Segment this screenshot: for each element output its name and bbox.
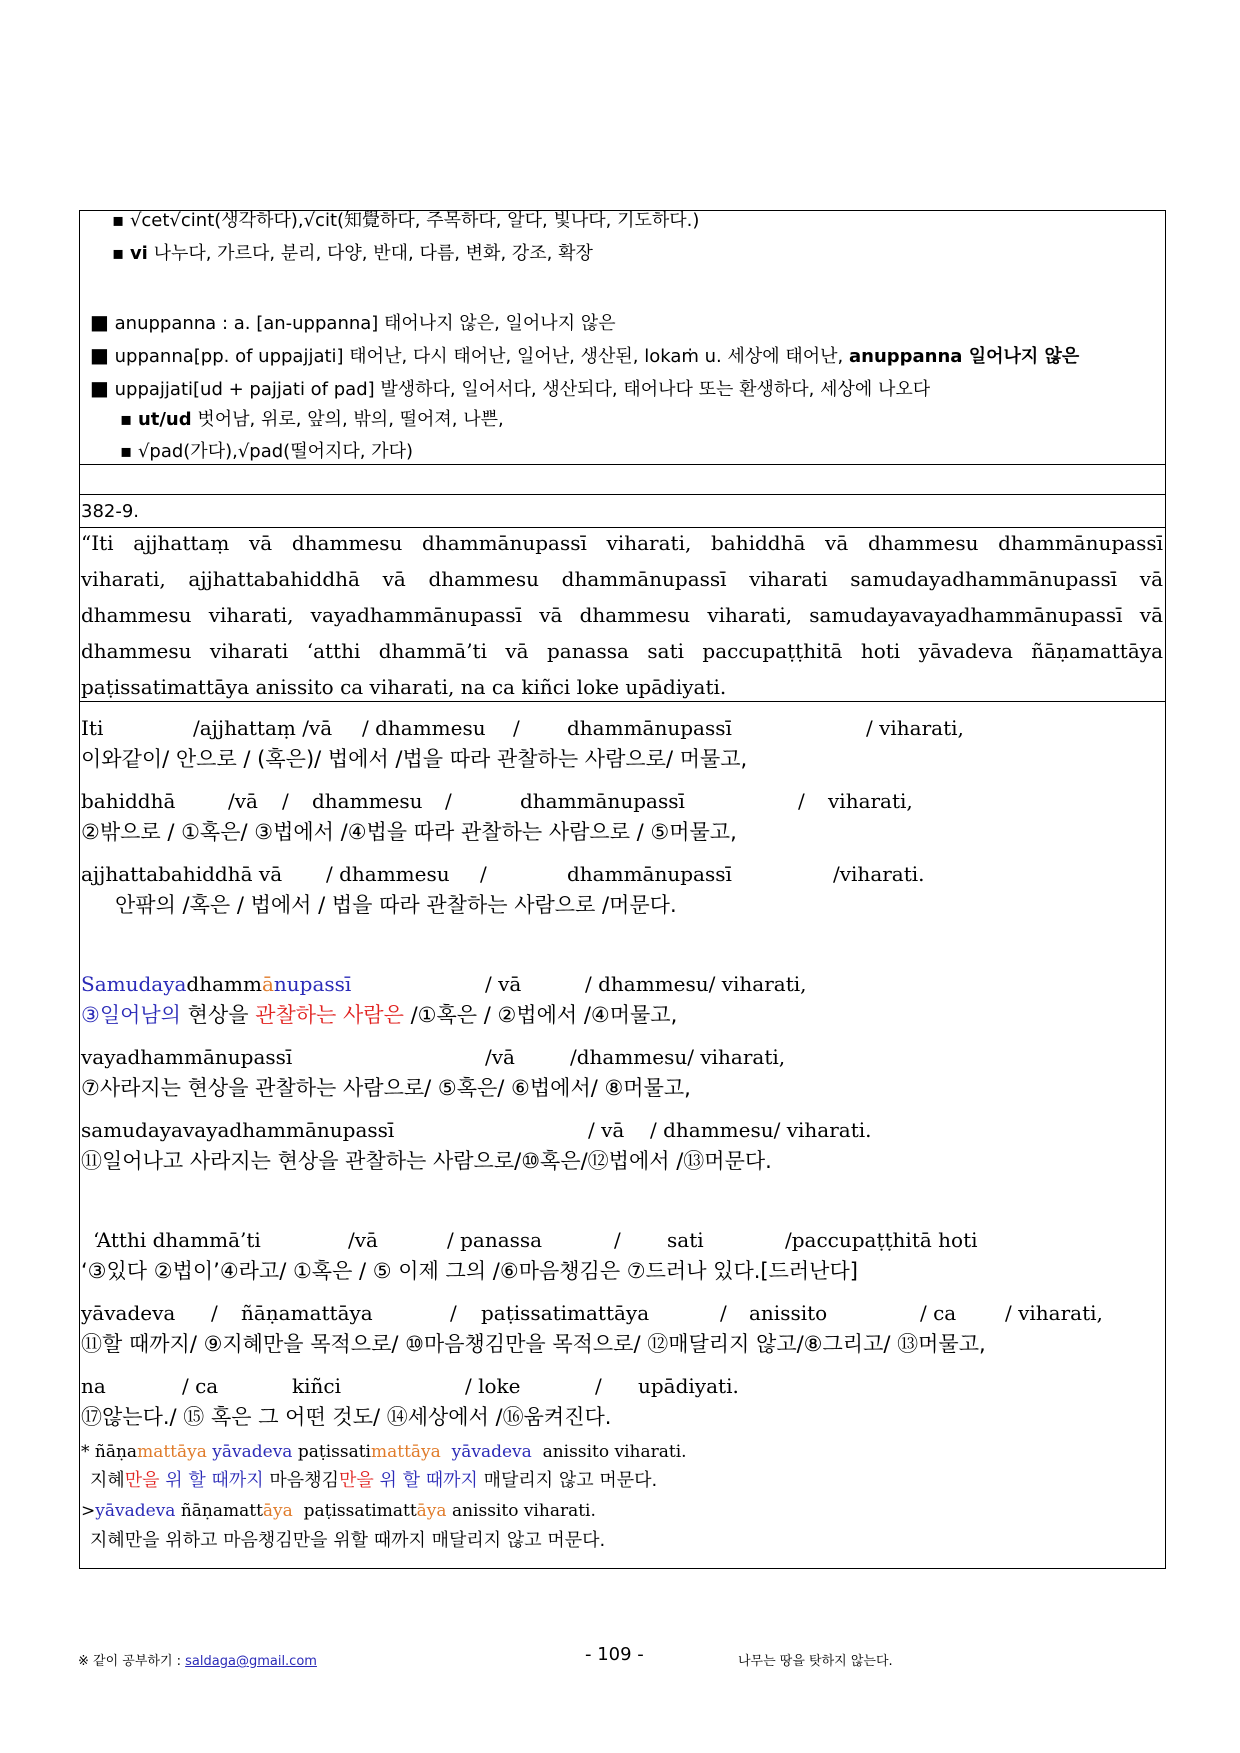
footnote-line-3 xyxy=(81,1503,596,1520)
word: bahiddhā xyxy=(81,789,176,813)
note-cet xyxy=(112,212,699,230)
fn-part: 만을 xyxy=(338,1470,374,1491)
word: / viharati, xyxy=(866,716,964,740)
word: sati xyxy=(667,1228,704,1252)
word: / dhammesu/ viharati, xyxy=(585,972,807,996)
word: ñāṇamattāya xyxy=(241,1301,373,1325)
word: / xyxy=(445,789,452,813)
word: / xyxy=(450,1301,457,1325)
word: / xyxy=(513,716,520,740)
divider xyxy=(80,464,1165,465)
footnote-line-1 xyxy=(81,1444,687,1461)
note-uppanna xyxy=(90,345,1079,366)
email-link[interactable]: saldaga@gmail.com xyxy=(185,1654,317,1669)
note-uppanna-text: uppanna[pp. of uppajjati] 태어난, 다시 태어난, 일어난, 생산된, lokaṁ u. 세상에 태어난, xyxy=(114,346,844,367)
word-part: ā xyxy=(261,972,274,996)
square-bullet-icon: ■ xyxy=(90,310,109,334)
fn-part: 위 할 때까지 xyxy=(165,1470,264,1491)
note-pad xyxy=(120,443,413,461)
fn-part: 마음챙김 xyxy=(269,1470,339,1491)
bullet-icon: ▪ xyxy=(120,409,133,430)
bullet-icon: ▪ xyxy=(112,243,125,264)
word: / viharati, xyxy=(1005,1301,1103,1325)
word: dhammānupassī xyxy=(567,716,732,740)
korean-part: ③일어남의 xyxy=(81,1003,181,1027)
footnote-line-4: 지혜만을 위하고 마음챙김만을 위할 때까지 매달리지 않고 머문다. xyxy=(90,1530,606,1551)
note-anuppanna-text: anuppanna : a. [an-uppanna] 태어나지 않은, 일어나지 않은 xyxy=(114,313,616,334)
fn-part: matt xyxy=(137,1442,177,1462)
word-part: dhamm xyxy=(186,972,262,996)
note-ut-term: ut/ud xyxy=(137,409,192,430)
fn-part: 지혜 xyxy=(90,1470,125,1491)
analysis-korean-7: ‘③있다 ②법이’④라고/ ①혹은 / ⑤ 이제 그의 /⑥마음챙김은 ⑦드러나 있다.[드러난다] xyxy=(81,1259,858,1283)
analysis-korean-2: ②밖으로 / ①혹은/ ③법에서 /④법을 따라 관찰하는 사람으로 / ⑤머물고, xyxy=(81,820,737,844)
pali-line: paṭissatimattāya anissito ca viharati, na ca kiñci loke upādiyati. xyxy=(81,675,727,699)
word: na xyxy=(81,1374,106,1398)
word: / xyxy=(720,1301,727,1325)
fn-part: > xyxy=(81,1501,96,1521)
word: / dhammesu/ viharati. xyxy=(650,1118,872,1142)
analysis-korean-1: 이와같이/ 안으로 / (혹은)/ 법에서 /법을 따라 관찰하는 사람으로/ 머물고, xyxy=(81,747,748,771)
note-vi xyxy=(112,245,593,263)
note-vi-text: 나누다, 가르다, 분리, 다양, 반대, 다름, 변화, 강조, 확장 xyxy=(153,243,593,264)
bullet-icon: ▪ xyxy=(112,210,125,231)
word-part: nupassī xyxy=(273,972,352,996)
word: / xyxy=(614,1228,621,1252)
word: /viharati. xyxy=(833,862,925,886)
word: / xyxy=(798,789,805,813)
note-cet-text: √cet√cint(생각하다),√cit(知覺하다, 주목하다, 알다, 빛나다, 기도하다.) xyxy=(129,210,700,231)
fn-part: paṭissatimatt xyxy=(303,1501,417,1521)
pali-line: dhammesu viharati, vayadhammānupassī vā dhammesu viharati, samudayavayadhammānupassī vā xyxy=(81,603,1163,627)
analysis-korean-8: ⑪할 때까지/ ⑨지혜만을 목적으로/ ⑩마음챙김만을 목적으로/ ⑫매달리지 않고/⑧그리고/ ⑬머물고, xyxy=(81,1332,986,1356)
footer-left xyxy=(78,1650,317,1669)
fn-part: āya xyxy=(262,1501,293,1521)
word: yāvadeva xyxy=(81,1301,176,1325)
word: anissito xyxy=(749,1301,828,1325)
fn-part: yāvadeva xyxy=(95,1501,176,1521)
word-part: Samudaya xyxy=(81,972,187,996)
word: dhammānupassī xyxy=(520,789,685,813)
note-ut-text: 벗어남, 위로, 앞의, 밖의, 떨어져, 나쁜, xyxy=(197,409,504,430)
fn-part: * ñāṇa xyxy=(81,1442,138,1462)
note-uppajjati-text: uppajjati[ud + pajjati of pad] 발생하다, 일어서다, 생산되다, 태어나다 또는 환생하다, 세상에 나오다 xyxy=(114,379,931,400)
word: / panassa xyxy=(447,1228,543,1252)
fn-part: paṭissati xyxy=(297,1442,371,1462)
word: / vā xyxy=(588,1118,625,1142)
square-bullet-icon: ■ xyxy=(90,343,109,367)
word: / xyxy=(595,1374,602,1398)
word: / vā xyxy=(485,972,522,996)
word: vayadhammānupassī xyxy=(81,1045,293,1069)
analysis-korean-6: ⑪일어나고 사라지는 현상을 관찰하는 사람으로/⑩혹은/⑫법에서 /⑬머문다. xyxy=(81,1149,772,1173)
footer-right: 나무는 땅을 탓하지 않는다. xyxy=(738,1654,893,1669)
fn-part: 만을 xyxy=(124,1470,160,1491)
pali-line: “Iti ajjhattaṃ vā dhammesu dhammānupassī viharati, bahiddhā vā dhammesu dhammānupassī xyxy=(81,531,1163,555)
word: ‘Atthi dhammā’ti xyxy=(93,1228,261,1252)
korean-part: 현상을 xyxy=(180,1003,256,1027)
fn-part: anissito viharati. xyxy=(542,1442,687,1462)
fn-part: anissito viharati. xyxy=(451,1501,596,1521)
note-pad-text: √pad(가다),√pad(떨어지다, 가다) xyxy=(137,441,413,462)
word: /paccupaṭṭhitā hoti xyxy=(785,1228,978,1252)
word: /vā xyxy=(228,789,258,813)
pali-line: dhammesu viharati ‘atthi dhammā’ti vā panassa sati paccupaṭṭhitā hoti yāvadeva ñāṇamattāya xyxy=(81,639,1163,663)
samudaya-word xyxy=(81,972,351,996)
pali-paragraph xyxy=(81,529,1163,709)
word: / xyxy=(211,1301,218,1325)
footnote-line-2 xyxy=(90,1472,657,1490)
word: / ca xyxy=(182,1374,219,1398)
word: / ca xyxy=(920,1301,957,1325)
page-number: - 109 - xyxy=(585,1644,644,1665)
fn-part: āya xyxy=(416,1501,447,1521)
word: samudayavayadhammānupassī xyxy=(81,1118,395,1142)
fn-part: yāvadeva xyxy=(212,1442,293,1462)
note-anuppanna xyxy=(90,312,616,333)
fn-part: 매달리지 않고 머문다. xyxy=(483,1470,658,1491)
word: / xyxy=(282,789,289,813)
word: dhammānupassī xyxy=(567,862,732,886)
word: / dhammesu xyxy=(362,716,486,740)
word: /ajjhattaṃ /vā xyxy=(193,716,333,740)
word: viharati, xyxy=(828,789,913,813)
word: /dhammesu/ viharati, xyxy=(570,1045,786,1069)
fn-part: 위 할 때까지 xyxy=(379,1470,478,1491)
word: upādiyati. xyxy=(638,1374,739,1398)
note-uppajjati xyxy=(90,378,930,399)
pali-line: viharati, ajjhattabahiddhā vā dhammesu dhammānupassī viharati samudayadhammānupassī vā xyxy=(81,567,1163,591)
word: /vā xyxy=(348,1228,378,1252)
analysis-korean-3: 안팎의 /혹은 / 법에서 / 법을 따라 관찰하는 사람으로 /머문다. xyxy=(115,893,677,917)
word: / xyxy=(480,862,487,886)
fn-part: āya xyxy=(410,1442,441,1462)
section-number: 382-9. xyxy=(81,501,140,522)
square-bullet-icon: ■ xyxy=(90,376,109,400)
word: /vā xyxy=(485,1045,515,1069)
korean-part: /①혹은 / ②법에서 /④머물고, xyxy=(403,1003,678,1027)
word: / loke xyxy=(465,1374,521,1398)
word: kiñci xyxy=(292,1374,341,1398)
fn-part: ñāṇamatt xyxy=(180,1501,263,1521)
word: / dhammesu xyxy=(326,862,450,886)
divider xyxy=(80,527,1165,528)
note-uppanna-bold: anuppanna 일어나지 않은 xyxy=(848,346,1080,367)
footer-prefix: ※ 같이 공부하기 : xyxy=(78,1654,186,1669)
word: paṭissatimattāya xyxy=(481,1301,650,1325)
analysis-korean-9: ⑰않는다./ ⑮ 혹은 그 어떤 것도/ ⑭세상에서 /⑯움켜진다. xyxy=(81,1405,612,1429)
bullet-icon: ▪ xyxy=(120,441,133,462)
korean-part: 관찰하는 사람은 xyxy=(255,1003,404,1027)
analysis-korean-5: ⑦사라지는 현상을 관찰하는 사람으로/ ⑤혹은/ ⑥법에서/ ⑧머물고, xyxy=(81,1076,691,1100)
divider xyxy=(80,494,1165,495)
fn-part: yāvadeva xyxy=(451,1442,532,1462)
word: ajjhattabahiddhā vā xyxy=(81,862,283,886)
fn-part: āya xyxy=(177,1442,207,1462)
note-vi-term: vi xyxy=(129,243,148,264)
fn-part: matt xyxy=(371,1442,411,1462)
note-ut xyxy=(120,411,504,429)
word: dhammesu xyxy=(312,789,423,813)
analysis-korean-4 xyxy=(81,1005,677,1026)
word: Iti xyxy=(81,716,104,740)
